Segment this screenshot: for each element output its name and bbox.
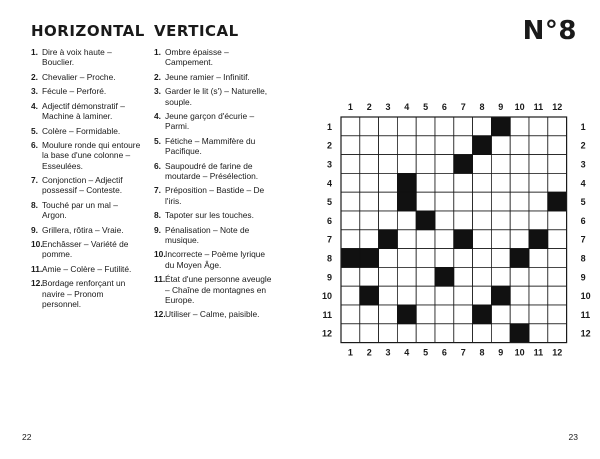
clue-number: 4. bbox=[154, 111, 161, 122]
grid-cell[interactable] bbox=[435, 324, 454, 343]
column-label-bottom: 10 bbox=[514, 347, 525, 358]
vertical-heading: VERTICAL bbox=[154, 22, 239, 40]
grid-cell[interactable] bbox=[416, 249, 435, 268]
grid-cell[interactable] bbox=[510, 192, 529, 211]
grid-cell[interactable] bbox=[491, 230, 510, 249]
column-label-bottom: 2 bbox=[366, 347, 372, 358]
grid-cell[interactable] bbox=[435, 117, 454, 136]
clue-text: Fécule – Perforé. bbox=[42, 86, 107, 97]
grid-cell[interactable] bbox=[454, 305, 473, 324]
grid-cell[interactable] bbox=[529, 173, 548, 192]
black-cell bbox=[416, 211, 435, 230]
grid-cell[interactable] bbox=[510, 305, 529, 324]
row-label-left: 2 bbox=[326, 140, 332, 151]
grid-cell[interactable] bbox=[473, 211, 492, 230]
grid-cell[interactable] bbox=[529, 136, 548, 155]
clue-number: 11. bbox=[154, 274, 166, 285]
clue-number: 10. bbox=[154, 249, 166, 260]
row-label-left: 10 bbox=[321, 291, 332, 302]
column-label-bottom: 12 bbox=[552, 347, 563, 358]
clue-number: 1. bbox=[154, 47, 161, 57]
column-label-top: 2 bbox=[366, 102, 372, 112]
grid-cell[interactable] bbox=[548, 324, 567, 343]
grid-cell[interactable] bbox=[529, 267, 548, 286]
grid-cell[interactable] bbox=[360, 324, 379, 343]
row-label-left: 8 bbox=[326, 253, 332, 264]
clue-text: Utiliser – Calme, paisible. bbox=[165, 309, 260, 320]
clue-text: Jeune garçon d'écurie – Parmi. bbox=[165, 111, 255, 132]
grid-cell[interactable] bbox=[379, 173, 398, 192]
grid-cell[interactable] bbox=[548, 286, 567, 305]
column-label-bottom: 4 bbox=[404, 347, 410, 358]
black-cell bbox=[491, 117, 510, 136]
grid-cell[interactable] bbox=[473, 249, 492, 268]
grid-cell[interactable] bbox=[454, 173, 473, 192]
clue-text: Tapoter sur les touches. bbox=[165, 210, 254, 221]
grid-cell[interactable] bbox=[529, 155, 548, 174]
black-cell bbox=[379, 230, 398, 249]
clue-text: Touché par un mal – Argon. bbox=[42, 199, 118, 221]
grid-cell[interactable] bbox=[435, 286, 454, 305]
grid-cell[interactable] bbox=[473, 267, 492, 286]
grid-cell[interactable] bbox=[379, 192, 398, 211]
grid-cell[interactable] bbox=[341, 136, 360, 155]
grid-cell[interactable] bbox=[379, 211, 398, 230]
grid-cell[interactable] bbox=[416, 230, 435, 249]
grid-cell[interactable] bbox=[510, 286, 529, 305]
grid-cell[interactable] bbox=[379, 155, 398, 174]
black-cell bbox=[360, 249, 379, 268]
black-cell bbox=[510, 324, 529, 343]
grid-cell[interactable] bbox=[529, 249, 548, 268]
grid-cell[interactable] bbox=[510, 155, 529, 174]
grid-cell[interactable] bbox=[435, 211, 454, 230]
clue-number: 10. bbox=[31, 239, 43, 250]
grid-cell[interactable] bbox=[473, 324, 492, 343]
grid-cell[interactable] bbox=[510, 117, 529, 136]
grid-cell[interactable] bbox=[548, 117, 567, 136]
grid-cell[interactable] bbox=[397, 136, 416, 155]
grid-cell[interactable] bbox=[416, 136, 435, 155]
grid-cell[interactable] bbox=[491, 211, 510, 230]
grid-cell[interactable] bbox=[473, 155, 492, 174]
clue-number: 6. bbox=[31, 140, 38, 151]
clue-text: Amie – Colère – Futilité. bbox=[42, 263, 132, 274]
black-cell bbox=[454, 230, 473, 249]
clue-text: Bordage renforçant un navire – Pronom personnel. bbox=[42, 278, 126, 309]
black-cell bbox=[341, 249, 360, 268]
grid-cell[interactable] bbox=[397, 324, 416, 343]
column-label-bottom: 1 bbox=[347, 347, 353, 358]
column-label-top: 9 bbox=[498, 102, 504, 112]
column-label-top: 3 bbox=[385, 102, 391, 112]
grid-cell[interactable] bbox=[491, 155, 510, 174]
grid-cell[interactable] bbox=[510, 267, 529, 286]
clue-number: 7. bbox=[31, 175, 38, 186]
grid-cell[interactable] bbox=[529, 211, 548, 230]
grid-cell[interactable] bbox=[360, 230, 379, 249]
grid-cell[interactable] bbox=[379, 136, 398, 155]
black-cell bbox=[491, 286, 510, 305]
clue-text: Garder le lit (s') – Naturelle, souple. bbox=[165, 86, 268, 107]
grid-cell[interactable] bbox=[416, 286, 435, 305]
grid-cell[interactable] bbox=[435, 305, 454, 324]
grid-cell[interactable] bbox=[360, 192, 379, 211]
black-cell bbox=[473, 136, 492, 155]
grid-cell[interactable] bbox=[416, 192, 435, 211]
grid-cell[interactable] bbox=[341, 230, 360, 249]
row-label-left: 4 bbox=[326, 178, 332, 189]
grid-cell[interactable] bbox=[548, 305, 567, 324]
grid-cell[interactable] bbox=[397, 286, 416, 305]
grid-cell[interactable] bbox=[510, 173, 529, 192]
row-label-left: 6 bbox=[326, 215, 332, 226]
grid-cell[interactable] bbox=[341, 173, 360, 192]
clue-number: 4. bbox=[31, 100, 38, 111]
black-cell bbox=[454, 155, 473, 174]
grid-cell[interactable] bbox=[529, 117, 548, 136]
grid-cell[interactable] bbox=[473, 117, 492, 136]
row-label-left: 9 bbox=[326, 272, 332, 283]
grid-cell[interactable] bbox=[397, 249, 416, 268]
grid-cell[interactable] bbox=[473, 230, 492, 249]
row-label-right: 12 bbox=[580, 328, 591, 339]
clue-text: Préposition – Bastide – De l'iris. bbox=[165, 185, 265, 206]
grid-cell[interactable] bbox=[341, 305, 360, 324]
clue-text: Pénalisation – Note de musique. bbox=[165, 224, 250, 245]
clue-number: 12. bbox=[154, 309, 166, 320]
row-label-right: 9 bbox=[580, 272, 586, 283]
grid-cell[interactable] bbox=[435, 155, 454, 174]
clue-number: 5. bbox=[31, 125, 38, 136]
clue-text: État d'une personne aveugle – Chaîne de montagnes en Europe. bbox=[165, 274, 272, 305]
column-label-top: 5 bbox=[423, 102, 429, 112]
column-label-bottom: 8 bbox=[479, 347, 485, 358]
grid-cell[interactable] bbox=[473, 173, 492, 192]
black-cell bbox=[510, 249, 529, 268]
row-label-right: 11 bbox=[580, 309, 591, 320]
grid-cell[interactable] bbox=[360, 117, 379, 136]
grid-cell[interactable] bbox=[397, 155, 416, 174]
grid-cell[interactable] bbox=[341, 211, 360, 230]
grid-cell[interactable] bbox=[397, 211, 416, 230]
column-label-bottom: 11 bbox=[533, 347, 544, 358]
column-label-bottom: 9 bbox=[498, 347, 504, 358]
grid-cell[interactable] bbox=[379, 117, 398, 136]
grid-cell[interactable] bbox=[529, 286, 548, 305]
grid-cell[interactable] bbox=[454, 286, 473, 305]
grid-cell[interactable] bbox=[416, 117, 435, 136]
grid-cell[interactable] bbox=[397, 117, 416, 136]
clue-number: 3. bbox=[31, 86, 38, 97]
grid-cell[interactable] bbox=[416, 324, 435, 343]
row-label-left: 11 bbox=[322, 309, 332, 320]
grid-cell[interactable] bbox=[341, 117, 360, 136]
black-cell bbox=[529, 230, 548, 249]
grid-cell[interactable] bbox=[548, 173, 567, 192]
grid-cell[interactable] bbox=[454, 117, 473, 136]
clue-number: 2. bbox=[31, 71, 38, 82]
row-label-left: 5 bbox=[326, 197, 332, 208]
black-cell bbox=[397, 192, 416, 211]
grid-cell[interactable] bbox=[491, 267, 510, 286]
column-label-top: 10 bbox=[514, 102, 525, 112]
grid-cell[interactable] bbox=[435, 230, 454, 249]
grid-cell[interactable] bbox=[491, 305, 510, 324]
clue-text: Enchâsser – Variété de pomme. bbox=[42, 239, 129, 260]
row-label-right: 2 bbox=[580, 140, 586, 151]
left-page-number: 22 bbox=[22, 432, 32, 442]
grid-cell[interactable] bbox=[416, 305, 435, 324]
grid-cell[interactable] bbox=[379, 305, 398, 324]
grid-cell[interactable] bbox=[454, 211, 473, 230]
clue-text: Conjonction – Adjectif possessif – Conteste. bbox=[42, 175, 123, 196]
grid-cell[interactable] bbox=[454, 192, 473, 211]
column-label-top: 12 bbox=[552, 102, 563, 112]
grid-cell[interactable] bbox=[491, 249, 510, 268]
clue-text: Colère – Formidable. bbox=[42, 125, 121, 136]
clue-text: Moulure ronde qui entoure la base d'une colonne – Esseulées. bbox=[42, 140, 141, 171]
grid-cell[interactable] bbox=[360, 267, 379, 286]
grid-cell[interactable] bbox=[548, 211, 567, 230]
column-label-top: 1 bbox=[347, 102, 353, 112]
grid-cell[interactable] bbox=[341, 286, 360, 305]
grid-cell[interactable] bbox=[360, 155, 379, 174]
clue-number: 12. bbox=[31, 278, 43, 289]
column-label-top: 4 bbox=[404, 102, 410, 112]
clue-number: 7. bbox=[154, 185, 161, 196]
clue-text: Dire à voix haute – Bouclier. bbox=[42, 47, 112, 68]
grid-cell[interactable] bbox=[548, 267, 567, 286]
grid-cell[interactable] bbox=[473, 192, 492, 211]
row-label-right: 1 bbox=[580, 121, 586, 132]
column-label-top: 8 bbox=[479, 102, 485, 112]
grid-cell[interactable] bbox=[491, 324, 510, 343]
clue-number: 9. bbox=[154, 224, 161, 235]
black-cell bbox=[397, 173, 416, 192]
grid-cell[interactable] bbox=[510, 211, 529, 230]
row-label-left: 1 bbox=[326, 121, 332, 132]
grid-cell[interactable] bbox=[529, 192, 548, 211]
grid-cell[interactable] bbox=[548, 230, 567, 249]
grid-cell[interactable] bbox=[360, 173, 379, 192]
clue-number: 1. bbox=[31, 47, 38, 57]
row-label-right: 3 bbox=[580, 159, 586, 170]
grid-cell[interactable] bbox=[379, 324, 398, 343]
row-label-left: 12 bbox=[321, 328, 332, 339]
grid-cell[interactable] bbox=[454, 324, 473, 343]
grid-cell[interactable] bbox=[473, 286, 492, 305]
grid-cell[interactable] bbox=[360, 211, 379, 230]
grid-cell[interactable] bbox=[360, 136, 379, 155]
clue-text: Jeune ramier – Infinitif. bbox=[165, 71, 250, 82]
grid-cell[interactable] bbox=[548, 249, 567, 268]
clue-number: 11. bbox=[31, 263, 43, 274]
row-label-right: 6 bbox=[580, 215, 586, 226]
clue-text: Adjectif démonstratif – Machine à laminer. bbox=[42, 100, 125, 122]
grid-cell[interactable] bbox=[435, 192, 454, 211]
row-label-right: 4 bbox=[580, 178, 586, 189]
grid-cell[interactable] bbox=[397, 230, 416, 249]
grid-cell[interactable] bbox=[341, 192, 360, 211]
black-cell bbox=[360, 286, 379, 305]
grid-cell[interactable] bbox=[510, 136, 529, 155]
column-label-top: 11 bbox=[533, 102, 544, 112]
grid-cell[interactable] bbox=[548, 136, 567, 155]
grid-cell[interactable] bbox=[379, 249, 398, 268]
row-label-right: 5 bbox=[580, 197, 586, 208]
grid-cell[interactable] bbox=[416, 155, 435, 174]
grid-cell[interactable] bbox=[529, 324, 548, 343]
clue-number: 8. bbox=[154, 210, 161, 221]
grid-cell[interactable] bbox=[510, 230, 529, 249]
black-cell bbox=[435, 267, 454, 286]
clue-number: 9. bbox=[31, 224, 38, 235]
black-cell bbox=[397, 305, 416, 324]
clue-text: Fétiche – Mammifère du Pacifique. bbox=[165, 135, 256, 157]
black-cell bbox=[473, 305, 492, 324]
clue-number: 2. bbox=[154, 71, 161, 82]
row-label-right: 8 bbox=[580, 253, 586, 264]
clue-number: 6. bbox=[154, 160, 161, 171]
puzzle-number: N°8 bbox=[522, 16, 577, 46]
grid-cell[interactable] bbox=[435, 136, 454, 155]
grid-cell[interactable] bbox=[435, 249, 454, 268]
grid-cell[interactable] bbox=[416, 173, 435, 192]
horizontal-heading: HORIZONTAL bbox=[31, 22, 145, 40]
black-cell bbox=[548, 192, 567, 211]
row-label-left: 7 bbox=[326, 234, 332, 245]
clue-number: 8. bbox=[31, 199, 38, 210]
grid-cell[interactable] bbox=[379, 286, 398, 305]
grid-cell[interactable] bbox=[454, 249, 473, 268]
clue-text: Ombre épaisse – Campement. bbox=[165, 47, 229, 68]
grid-cell[interactable] bbox=[454, 136, 473, 155]
grid-cell[interactable] bbox=[341, 324, 360, 343]
grid-cell[interactable] bbox=[454, 267, 473, 286]
row-label-right: 10 bbox=[580, 291, 591, 302]
column-label-bottom: 3 bbox=[385, 347, 391, 358]
clue-text: Chevalier – Proche. bbox=[42, 71, 116, 82]
column-label-top: 6 bbox=[441, 102, 447, 112]
right-page-number: 23 bbox=[568, 432, 578, 442]
grid-cell[interactable] bbox=[341, 155, 360, 174]
grid-cell[interactable] bbox=[379, 267, 398, 286]
clue-number: 3. bbox=[154, 86, 161, 97]
clue-number: 5. bbox=[154, 135, 161, 146]
row-label-left: 3 bbox=[326, 159, 332, 170]
clue-text: Incorrecte – Poème lyrique du Moyen Âge. bbox=[165, 249, 266, 270]
clue-text: Grillera, rôtira – Vraie. bbox=[42, 224, 124, 235]
grid-cell[interactable] bbox=[491, 173, 510, 192]
grid-cell[interactable] bbox=[397, 267, 416, 286]
row-label-right: 7 bbox=[580, 234, 586, 245]
clue-text: Saupoudré de farine de moutarde – Présélection. bbox=[165, 160, 259, 181]
grid-cell[interactable] bbox=[416, 267, 435, 286]
column-label-top: 7 bbox=[460, 102, 466, 112]
column-label-bottom: 6 bbox=[441, 347, 447, 358]
grid-cell[interactable] bbox=[341, 267, 360, 286]
grid-cell[interactable] bbox=[548, 155, 567, 174]
grid-cell[interactable] bbox=[435, 173, 454, 192]
column-label-bottom: 5 bbox=[423, 347, 429, 358]
grid-cell[interactable] bbox=[360, 305, 379, 324]
column-label-bottom: 7 bbox=[460, 347, 466, 358]
grid-cell[interactable] bbox=[491, 136, 510, 155]
grid-cell[interactable] bbox=[529, 305, 548, 324]
grid-cell[interactable] bbox=[491, 192, 510, 211]
